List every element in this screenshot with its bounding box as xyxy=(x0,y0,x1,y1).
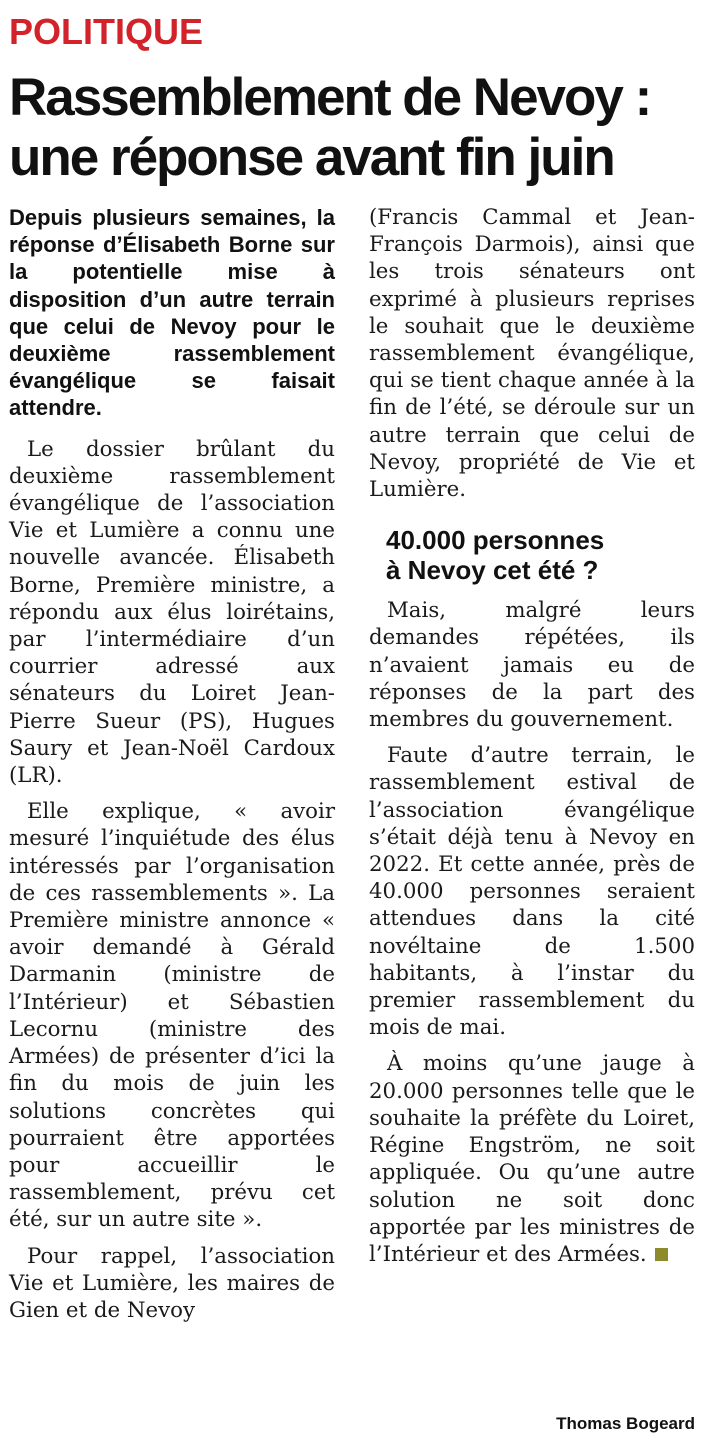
body-paragraph-continuation: (Francis Cammal et Jean-François Darmois), ainsi que les trois sénateurs ont exprimé à plusieurs reprises le souhait que le deuxième rassemblement évangélique, qui se tient chaque année à la fin de l’été, se déroule sur un autre terrain que celui de Nevoy, propriété de Vie et Lumière. xyxy=(369,205,695,503)
author-signature: Thomas Bogeard xyxy=(556,1414,695,1433)
body-paragraph: Le dossier brûlant du deuxième rassemblement évangélique de l’association Vie et Lumière a connu une nouvelle avancée. Élisabeth Borne, Première ministre, a répondu aux élus loirétains, par l’intermédiaire d’un courrier adressé aux sénateurs du Loiret Jean-Pierre Sueur (PS), Hugues Saury et Jean-Noël Cardoux (LR). xyxy=(9,436,335,789)
headline-line-2: une réponse avant fin juin xyxy=(9,128,614,187)
right-column xyxy=(369,204,695,1277)
section-rubric: POLITIQUE xyxy=(9,11,204,52)
article-headline xyxy=(9,68,709,188)
body-paragraph-final xyxy=(369,1050,695,1268)
body-paragraph: Mais, malgré leurs demandes répétées, ils n’avaient jamais eu de réponses de la part des membres du gouvernement. xyxy=(369,598,695,733)
article-lead: Depuis plusieurs semaines, la réponse d’Élisabeth Borne sur la potentielle mise à disposition d’un autre terrain que celui de Nevoy pour le deuxième rassemblement évangélique se faisait attendre. xyxy=(9,205,335,421)
body-paragraph: Faute d’autre terrain, le rassemblement estival de l’association évangélique s’était déjà tenu à Nevoy en 2022. Et cette année, près de 40.000 personnes seraient attendues dans la cité novéltaine de 1.500 habitants, à l’instar du premier rassemblement du mois de mai. xyxy=(369,743,695,1041)
body-paragraph: Pour rappel, l’association Vie et Lumière, les maires de Gien et de Nevoy xyxy=(9,1243,335,1323)
body-paragraph: Elle explique, « avoir mesuré l’inquiétude des élus intéressés par l’organisation de ces rassemblements ». La Première ministre annonce « avoir demandé à Gérald Darmanin (ministre de l’Intérieur) et Sébastien Lecornu (ministre des Armées) de présenter d’ici la fin du mois de juin les solutions concrètes qui pourraient être apportées pour accueillir le rassemblement, prévu cet été, sur un autre site ». xyxy=(9,799,335,1233)
subheading-line-1: 40.000 personnes xyxy=(386,525,605,556)
headline-line-1: Rassemblement de Nevoy : xyxy=(9,68,651,127)
subheading-line-2: à Nevoy cet été ? xyxy=(386,555,599,586)
final-paragraph-text: À moins qu’une jauge à 20.000 personnes telle que le souhaite la préfète du Loiret, Régine Engström, ne soit appliquée. Ou qu’une autre solution ne soit donc apportée par les ministres de l’Intérieur et des Armées. xyxy=(369,1051,695,1267)
end-of-article-square-icon xyxy=(655,1248,668,1261)
subheading xyxy=(386,525,695,585)
left-column xyxy=(9,204,335,1333)
